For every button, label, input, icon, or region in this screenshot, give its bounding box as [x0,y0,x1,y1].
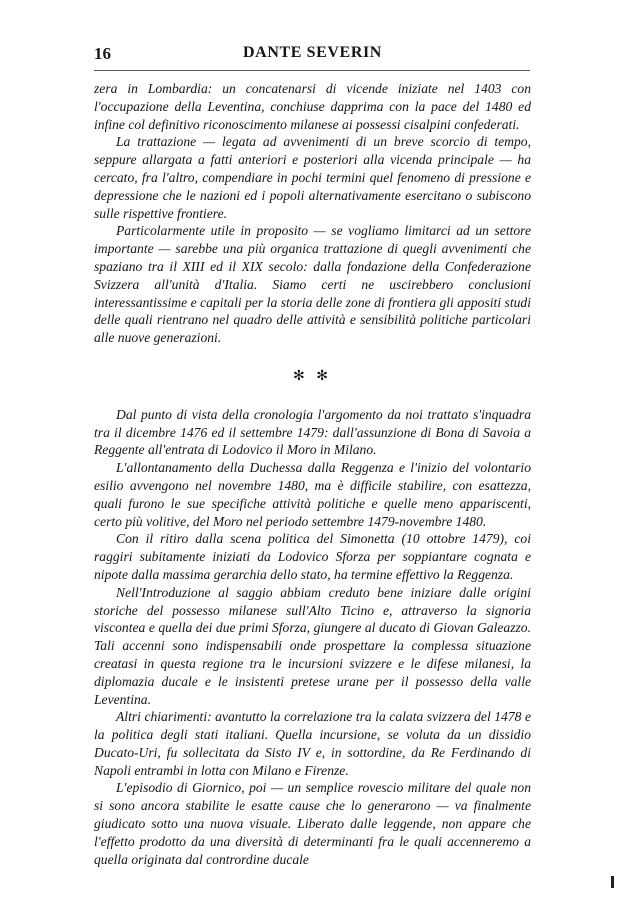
paragraph: La trattazione — legata ad avvenimenti di un breve scorcio di tempo, seppure allargata a fatti anteriori e posteriori alla vicenda principale — ha cercato, fra l'altro, compendiare in pochi termini quel fenomeno di pressione e depressione che le nazioni ed i popoli alternativamente esercitano o subiscono sulle rispettive frontiere. [94,134,531,221]
paragraph: Particolarmente utile in proposito — se vogliamo limitarci ad un settore importante — sarebbe una più organica trattazione di quegli avvenimenti che spaziano tra il XIII ed il XIX secolo: dalla fondazione della Confederazione Svizzera all'unità d'Italia. Siamo certi ne uscirebbero conclusioni interessantissime e capitali per la storia delle zone di frontiera gli appositi studi delle quali rientrano nel quadro delle attività e sensibilità politiche particolari alle nuove generazioni. [94,223,531,346]
header-rule [94,70,530,71]
scan-corner-mark [611,876,614,888]
body-text [94,80,531,868]
running-title: DANTE SEVERIN [243,44,382,61]
page-number: 16 [94,44,111,63]
paragraph: Altri chiarimenti: avantutto la correlazione tra la calata svizzera del 1478 e la politica degli stati italiani. Quella incursione, se voluta da un dissidio Ducato-Uri, fu sollecitata da Sisto IV e, in sottordine, da Re Ferdinando di Napoli entrambi in lotta con Milano e Firenze. [94,709,531,778]
paragraph: L'allontanamento della Duchessa dalla Reggenza e l'inizio del volontario esilio avvengono nel novembre 1480, ma è difficile stabilire, con esattezza, quali furono le sue specifiche attività politiche e quelle meno appariscenti, certo più volitive, del Moro nel periodo settembre 1479-novembre 1480. [94,460,531,529]
paragraph: Dal punto di vista della cronologia l'argomento da noi trattato s'inquadra tra il dicembre 1476 ed il settembre 1479: dall'assunzione di Bona di Savoia a Reggente all'entrata di Lodovico il Moro in Milano. [94,406,531,458]
paragraph-continuation: zera in Lombardia: un concatenarsi di vicende iniziate nel 1403 con l'occupazione della Leventina, conchiuse dapprima con la pace del 1480 ed infine col definitivo riconoscimento milanese ai possessi cisalpini confederati. [94,81,531,132]
section-separator: ✻ ✻ [293,368,332,384]
paragraph: Nell'Introduzione al saggio abbiam creduto bene iniziare dalle origini storiche del possesso milanese sull'Alto Ticino e, attraverso la signoria viscontea e quella dei due primi Sforza, giungere al ducato di Giovan Galeazzo. Tali accenni sono indispensabili onde prospettare la complessa situazione creatasi in questa regione tra le incursioni svizzere e le difese milanesi, la diplomazia ducale e le insistenti pretese urane per il possesso della valle Leventina. [94,584,531,707]
paragraph: Con il ritiro dalla scena politica del Simonetta (10 ottobre 1479), coi raggiri subitamente iniziati da Lodovico Sforza per soppiantare cognata e nipote dalla massima gerarchia dello stato, ha termine effettivo la Reggenza. [94,531,531,582]
paragraph: L'episodio di Giornico, poi — un semplice rovescio militare del quale non si sono ancora stabilite le esatte cause che lo generarono — va finalmente giudicato sotto una nuova visuale. Liberato dalle leggende, non appare che l'effetto prodotto da una diversità di determinanti fra le quali accenneremo a quella originata dal contrordine ducale [94,780,531,867]
